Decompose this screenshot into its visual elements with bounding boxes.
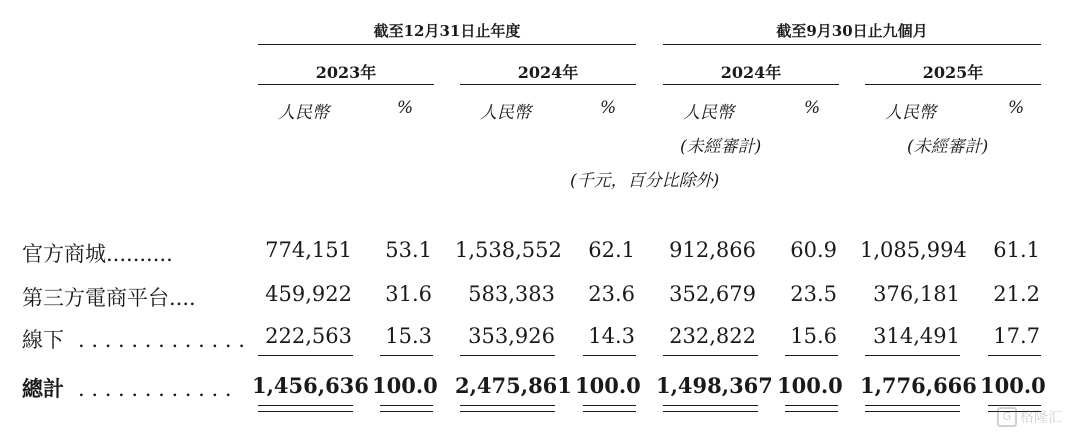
total-double-rule	[663, 405, 758, 412]
watermark-text: 格隆汇	[1020, 410, 1062, 426]
year-rule	[258, 84, 434, 85]
watermark-logo-icon: G	[997, 407, 1017, 427]
subtotal-rule	[785, 355, 838, 356]
cell-value: 376,181	[873, 282, 960, 306]
total-double-rule	[583, 405, 636, 412]
cell-percent: 53.1	[385, 238, 432, 262]
currency-label: 人民幣	[480, 103, 531, 123]
total-percent: 100.0	[575, 373, 641, 398]
percent-label: %	[804, 98, 821, 118]
total-double-rule	[785, 405, 838, 412]
subtotal-rule	[865, 355, 960, 356]
currency-label: 人民幣	[885, 103, 936, 123]
total-double-rule	[865, 405, 960, 412]
unaudited-label: (未經審計)	[680, 137, 762, 157]
cell-percent: 23.5	[790, 282, 837, 306]
subtotal-rule	[988, 355, 1041, 356]
year-rule	[865, 84, 1041, 85]
year-rule	[460, 84, 636, 85]
year-rule	[663, 84, 839, 85]
subtotal-rule	[258, 355, 353, 356]
unit-note: (千元，百分比除外)	[570, 171, 720, 191]
percent-label: %	[1008, 98, 1025, 118]
total-percent: 100.0	[980, 373, 1046, 398]
year-header-2025-9m: 2025年	[922, 63, 984, 82]
period-rule-fy	[258, 44, 636, 45]
cell-percent: 15.3	[385, 324, 432, 348]
year-header-2023: 2023年	[315, 63, 377, 82]
cell-value: 912,866	[669, 238, 756, 262]
cell-value: 1,538,552	[455, 238, 562, 262]
cell-value: 459,922	[265, 282, 352, 306]
total-double-rule	[380, 405, 433, 412]
row-label: 第三方電商平台....	[22, 286, 196, 310]
total-value: 2,475,861	[455, 373, 572, 398]
cell-percent: 21.2	[993, 282, 1040, 306]
currency-label: 人民幣	[278, 103, 329, 123]
total-value: 1,498,367	[656, 373, 773, 398]
percent-label: %	[600, 98, 617, 118]
period-rule-9m	[663, 44, 1041, 45]
cell-percent: 14.3	[588, 324, 635, 348]
cell-value: 1,085,994	[860, 238, 967, 262]
watermark	[997, 407, 1062, 427]
period-header-fy: 截至12月31日止年度	[373, 22, 521, 40]
total-double-rule	[460, 405, 555, 412]
cell-percent: 60.9	[790, 238, 837, 262]
cell-percent: 17.7	[993, 324, 1040, 348]
cell-value: 353,926	[468, 324, 555, 348]
total-percent: 100.0	[372, 373, 438, 398]
currency-label: 人民幣	[683, 103, 734, 123]
cell-percent: 31.6	[385, 282, 432, 306]
cell-value: 352,679	[669, 282, 756, 306]
year-header-2024-fy: 2024年	[517, 63, 579, 82]
unaudited-label: (未經審計)	[907, 137, 989, 157]
subtotal-rule	[663, 355, 758, 356]
total-percent: 100.0	[777, 373, 843, 398]
subtotal-rule	[380, 355, 433, 356]
row-label: 線下 . . . . . . . . . . . . .	[22, 328, 245, 352]
cell-percent: 61.1	[993, 238, 1040, 262]
cell-value: 774,151	[265, 238, 352, 262]
cell-value: 583,383	[468, 282, 555, 306]
cell-percent: 23.6	[588, 282, 635, 306]
total-label: 總計 . . . . . . . . . . . .	[22, 376, 232, 401]
subtotal-rule	[460, 355, 555, 356]
total-value: 1,776,666	[860, 373, 977, 398]
subtotal-rule	[583, 355, 636, 356]
period-header-9m: 截至9月30日止九個月	[776, 22, 928, 40]
year-header-2024-9m: 2024年	[720, 63, 782, 82]
cell-value: 314,491	[873, 324, 960, 348]
total-double-rule	[258, 405, 353, 412]
cell-percent: 15.6	[790, 324, 837, 348]
cell-value: 232,822	[669, 324, 756, 348]
row-label: 官方商城..........	[22, 242, 173, 266]
percent-label: %	[397, 98, 414, 118]
cell-value: 222,563	[265, 324, 352, 348]
cell-percent: 62.1	[588, 238, 635, 262]
total-value: 1,456,636	[252, 373, 369, 398]
